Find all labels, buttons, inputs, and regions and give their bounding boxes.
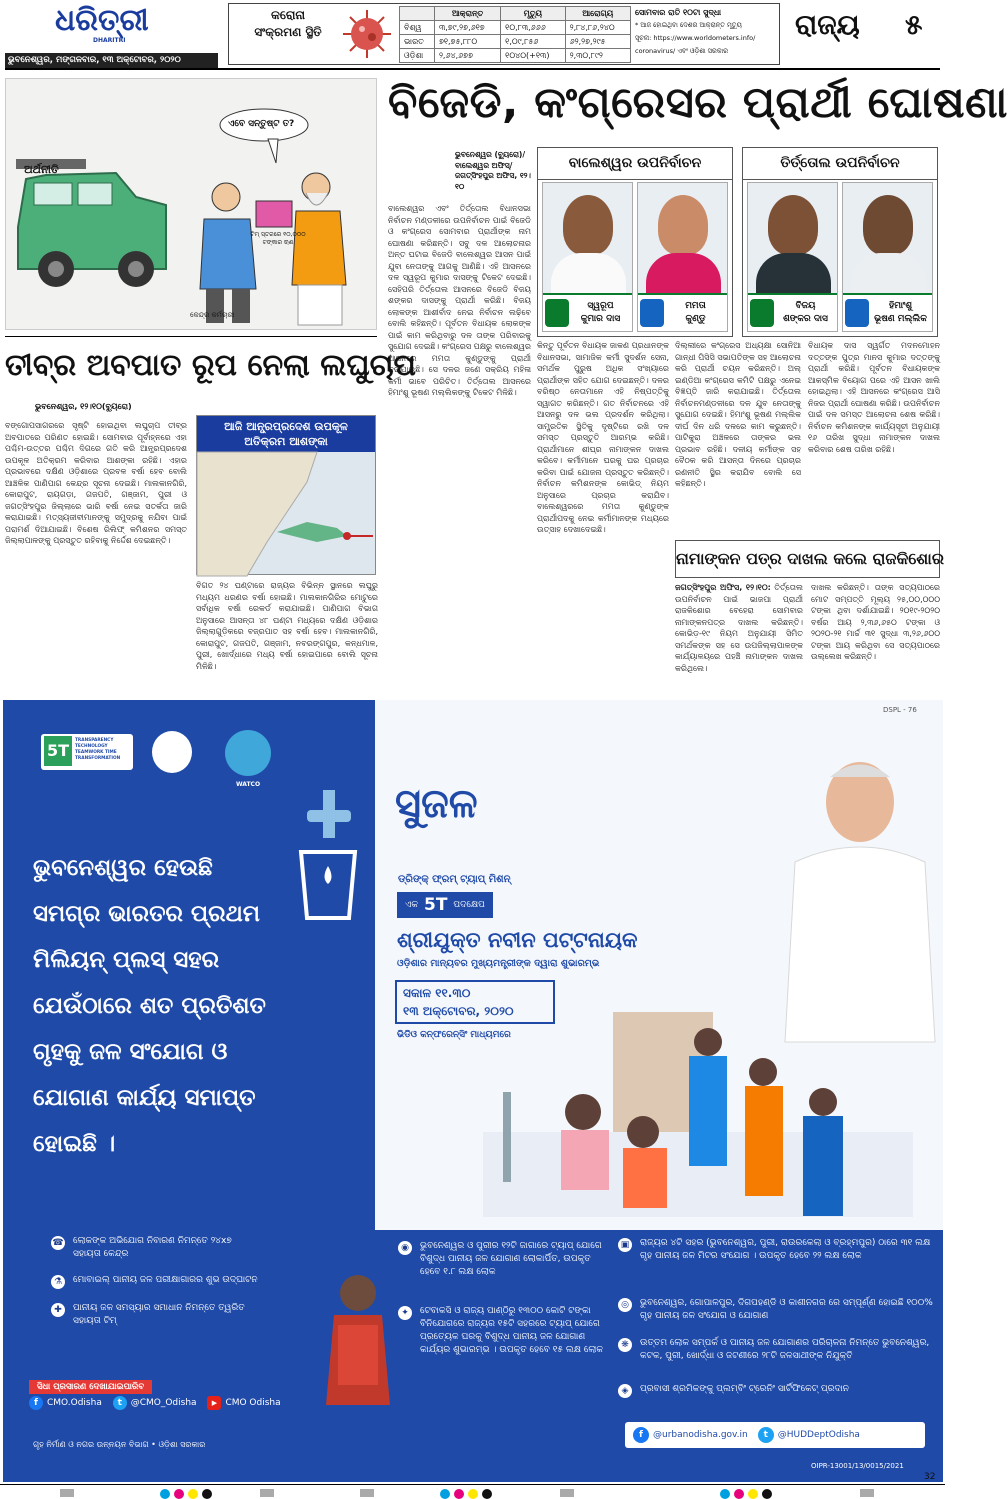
candidate-photo xyxy=(563,195,613,255)
candidate-name: ମମତା xyxy=(685,301,706,311)
footer-page-number: 32 xyxy=(924,1472,936,1482)
candidate-attire xyxy=(851,253,926,293)
candidate-attire xyxy=(551,253,626,293)
covid-header-cell: ଆକ୍ରାନ୍ତ xyxy=(434,7,500,21)
candidate-photo xyxy=(863,195,913,255)
social-link-youtube[interactable] xyxy=(207,1396,280,1410)
social-handle: @HUDDeptOdisha xyxy=(777,1430,860,1440)
main-story-col3: ଦିଲ୍ଲୀରେ କଂଗ୍ରେସ ଅଧ୍ୟକ୍ଷା ସୋନିଆ ଗାନ୍ଧୀ ପିସିସି ସଭାପତିଙ୍କ ସହ ଆଲୋଚନା କରି ପ୍ରାର୍ଥୀ ଚୟନ କରିଛନ୍ତି। ଅଲ୍ ଇଣ୍ଡିଆ କଂଗ୍ରେସ କମିଟି ପକ୍ଷରୁ ଏନେଇ ବିଜ୍ଞପ୍ତି ଜାରି କରାଯାଇଛି। ତିର୍ତ୍ତୋଲ ନିର୍ବାଚନମଣ୍ଡଳୀରେ ଦଳ ଯୁବ ନେତାଙ୍କୁ ସୁଯୋଗ ଦେଇଛି। ହିମାଂଶୁ ଭୂଷଣ ମଲ୍ଲିକ ଦୀର୍ଘ ଦିନ ଧରି ଦଳରେ କାମ କରୁଛନ୍ତି। ପାଟିକୁରା ଅଞ୍ଚଳରେ ତାଙ୍କର ଭଲ ପ୍ରଭାବ ରହିଛି। ଦଳୀୟ କର୍ମୀଙ୍କ ସହ ବୈଠକ କରି ଆସନ୍ତା ଦିନରେ ପ୍ରଚାର ରଣନୀତି ସ୍ଥିର କରାଯିବ ବୋଲି ସେ କହିଛନ୍ତି। xyxy=(675,341,801,488)
side-story-col1 xyxy=(675,582,803,682)
covid-title xyxy=(233,7,343,41)
weather-map-title xyxy=(197,416,375,452)
youtube-icon: ▶ xyxy=(207,1396,221,1410)
weather-map-title-line2: ଅତିକ୍ରମ ଆଶଙ୍କା xyxy=(244,435,328,448)
logo-5t-mark: 5T xyxy=(44,736,72,766)
weather-headline: ତୀବ୍ର ଅବପାତ ରୂପ ନେଲା ଲଘୁଚାପ xyxy=(5,348,416,383)
registration-mark xyxy=(734,1489,744,1499)
covid-cell: ୭୧,୭୫,୮୮୦ xyxy=(434,35,500,49)
covid-cell: ୩,୭୯,୨୭,୬୧୭ xyxy=(434,21,500,35)
bypoll-title: ବାଲେଶ୍ୱର ଉପନିର୍ବାଚନ xyxy=(538,148,732,180)
covid-note-line: ସୂଚନା: https://www.worldometers.info/ xyxy=(635,34,756,42)
registration-mark xyxy=(202,1489,212,1499)
ad-right-point xyxy=(618,1237,933,1263)
ad-big-line: ଗୃହକୁ ଜଳ ସଂଯୋଗ ଓ xyxy=(33,1039,228,1065)
facebook-icon: f xyxy=(29,1396,43,1410)
covid-cell: ଭାରତ xyxy=(400,35,435,49)
candidate-name: ହିମାଂଶୁ xyxy=(888,301,913,311)
ad-point-text: ପ୍ରବାସୀ ଶ୍ରମିକଙ୍କୁ ପ୍ଲମ୍ବିଂ ଟ୍ରେନିଂ ସାର୍ଟିଫିକେଟ୍ ପ୍ରଦାନ xyxy=(640,1384,849,1394)
photo-collage-drawing xyxy=(483,1012,913,1217)
ad-left-point xyxy=(51,1274,261,1287)
registration-mark xyxy=(468,1489,478,1499)
ad-left-point xyxy=(51,1302,261,1328)
sujal-advertisement xyxy=(3,700,943,1482)
watco-logo xyxy=(225,730,271,788)
weather-map xyxy=(196,415,376,575)
covid-table xyxy=(399,6,631,63)
social-handle: CMO.Odisha xyxy=(47,1398,102,1408)
covid-cell: ୨,୮୪,୮୬,୨୪୦ xyxy=(565,21,630,35)
initiative-post: ପଦକ୍ଷେପ xyxy=(453,900,485,910)
ad-department: ଗୃହ ନିର୍ମାଣ ଓ ନଗର ଉନ୍ନୟନ ବିଭାଗ • ଓଡ଼ିଶା ସରକାର xyxy=(33,1440,206,1449)
weather-byline: ଭୁବନେଶ୍ୱର, ୧୨।୧୦(ବ୍ୟୁରୋ) xyxy=(35,402,132,411)
registration-mark xyxy=(174,1489,184,1499)
leader-sub: ଓଡ଼ିଶାର ମାନ୍ୟବର ମୁଖ୍ୟମନ୍ତ୍ରୀଙ୍କ ଦ୍ୱାରା ଶୁଭାରମ୍ଭ xyxy=(397,958,600,969)
side-story-col2: ଦାଖଲ କରିଛନ୍ତି। ତାଙ୍କ ସତ୍ୟପାଠରେ ମୋଟ ସମ୍ପତ୍ତି ମୂଲ୍ୟ ୨୫,୦୦,୦୦୦ ଟଙ୍କା ଥିବା ଦର୍ଶାଯାଇଛି। ୨୦୧୯-୨୦୨୦ ବର୍ଷର ଆୟ ୨,୩୬,୬୫୦ ଟଙ୍କା ଓ ୨୦୨୦-୨୧ ମାର୍ଚ୍ଚ ୩୧ ସୁଦ୍ଧା ୩,୨୬,୬୦୦ ଟଙ୍କା ଆୟ କରିଥିବା ସେ ସତ୍ୟପାଠରେ ଉଲ୍ଲେଖ କରିଛନ୍ତି। xyxy=(811,583,940,661)
covid-note-line: coronavirus/ ଏବଂ ଓଡ଼ିଶା ସରକାର xyxy=(635,47,729,55)
side-story-headline: ନାମାଙ୍କନ ପତ୍ର ଦାଖଲ କଲେ ରାଜକିଶୋର xyxy=(676,549,944,568)
helpline-icon: ☎ xyxy=(52,1238,64,1248)
ad-big-line: ଭୁବନେଶ୍ୱର ହେଉଛି xyxy=(33,855,213,881)
bypoll-title: ତିର୍ତ୍ତୋଲ ଉପନିର୍ବାଚନ xyxy=(743,148,937,180)
candidate-name: କୁମାର ଦାସ xyxy=(580,314,621,324)
candidate-photo xyxy=(768,195,818,255)
main-byline: ଭୁବନେଶ୍ୱର (ବ୍ୟୁରୋ)/ ବାଲେଶ୍ୱର ଅଫିସ୍/ ଜଗତ୍‌ସିଂହପୁର ଅଫିସ, ୧୨।୧୦ xyxy=(455,150,531,191)
support-team-icon: ✚ xyxy=(51,1303,65,1317)
party-symbol-icon xyxy=(640,299,664,327)
chief-minister-photo xyxy=(785,742,935,1042)
candidate-name: ଭୂଷଣ ମଲ୍ଲିକ xyxy=(874,314,927,324)
covid-title-line2: ସଂକ୍ରମଣ ସ୍ଥିତି xyxy=(254,25,322,39)
weather-map-title-line1: ଆଜି ଆନ୍ଧ୍ରପ୍ରଦେଶ ଉପକୂଳ xyxy=(224,420,348,433)
live-label: ସିଧା ପ୍ରସାରଣ ଦେଖାଯାଇପାରିବ xyxy=(29,1380,152,1394)
investment-icon: ✦ xyxy=(398,1306,412,1320)
connection-icon: ◎ xyxy=(618,1298,632,1312)
twitter-icon: t xyxy=(113,1396,127,1410)
registration-mark xyxy=(188,1489,198,1499)
logo-text: ଧରିତ୍ରୀ xyxy=(55,3,149,38)
candidate-label xyxy=(543,293,632,331)
registration-mark xyxy=(720,1489,730,1499)
masthead-rule xyxy=(5,68,940,70)
ad-big-line: ହୋଇଛି । xyxy=(33,1131,116,1157)
ad-mid-point xyxy=(398,1305,613,1357)
side-story-byline: ଜଗତ୍‌ସିଂହପୁର ଅଫିସ, ୧୨।୧୦: xyxy=(675,583,771,592)
logo-5t xyxy=(41,734,133,770)
cartoon xyxy=(5,78,377,330)
covid-header-cell: ଆରୋଗ୍ୟ xyxy=(565,7,630,21)
main-story-col1: ବାଲେଶ୍ୱର ଏବଂ ତିର୍ତ୍ତୋଲ ବିଧାନସଭା ନିର୍ବାଚନ ମଣ୍ଡଳୀରେ ଉପନିର୍ବାଚନ ପାଇଁ ବିଜେଡି ଓ କଂଗ୍ରେସ ସୋମବାର ପ୍ରାର୍ଥୀଙ୍କ ନାମ ଘୋଷଣା କରିଛନ୍ତି। ସବୁ ଦଳ ଆଲୋଚନାର ଅନ୍ତ ଘଟାଇ ବିଜେଡି ବାଲେଶ୍ୱର ଆସନ ପାଇଁ ଯୁବା ନେତାଙ୍କୁ ଆଗକୁ ଆଣିଛି। ଏହି ଆସନରେ ଦଳ ସ୍ୱରୂପ କୁମାର ଦାସଙ୍କୁ ଟିକେଟ ଦେଇଛି। ସେହିପରି ତିର୍ତ୍ତୋଲ ଆସନରେ ବିଜେଡି ବିଜୟ ଶଙ୍କର ଦାସଙ୍କୁ ପ୍ରାର୍ଥୀ କରିଛି। ବିଜୟ ଲୋକଙ୍କ ଆଶୀର୍ବାଦ ନେଇ ନିର୍ବାଚନ ଲଢ଼ିବେ ବୋଲି କହିଛନ୍ତି। ପୂର୍ବତନ ବିଧାୟକ ଲୋକଙ୍କ ପାଇଁ କାମ କରିଥିବାରୁ ଦଳ ତାଙ୍କ ପରିବାରକୁ ସୁଯୋଗ ଦେଇଛି। କଂଗ୍ରେସ ପକ୍ଷରୁ ବାଲେଶ୍ୱର ଆସନରେ ମମତା କୁଣ୍ଡୁଙ୍କୁ ପ୍ରାର୍ଥୀ କରାଯାଇଛି। ସେ ଦଳର ଜଣେ ସକ୍ରିୟ ମହିଳା କର୍ମୀ ଭାବେ ପରିଚିତ। ତିର୍ତ୍ତୋଲ ଆସନରେ ହିମାଂଶୁ ଭୂଷଣ ମଲ୍ଲିକଙ୍କୁ ଟିକେଟ ମିଳିଛି। xyxy=(388,204,531,397)
registration-mark xyxy=(60,1489,74,1497)
logo-subtext: DHARITRI xyxy=(93,37,126,44)
initiative-5t: 5T xyxy=(423,895,448,915)
side-story-body xyxy=(675,582,940,685)
ad-left-point xyxy=(51,1235,261,1261)
registration-mark xyxy=(560,1489,574,1497)
covid-cell: ୨,୬୪,୬୭୭ xyxy=(434,49,500,63)
page-number: ୫ xyxy=(905,8,923,41)
facebook-icon: f xyxy=(633,1427,649,1443)
twitter-icon: t xyxy=(758,1427,774,1443)
party-symbol-icon xyxy=(750,299,774,327)
ad-code: DSPL - 76 xyxy=(883,706,917,714)
covid-cell: ଓଡ଼ିଶା xyxy=(400,49,435,63)
registration-mark xyxy=(748,1489,758,1499)
dateline: ଭୁବନେଶ୍ୱର, ମଙ୍ଗଳବାର, ୧୩ ଅକ୍ଟୋବର, ୨୦୨୦ xyxy=(8,55,181,65)
registration-mark xyxy=(762,1489,772,1499)
candidate-name: କୁଣ୍ଡୁ xyxy=(685,314,706,324)
newspaper-logo xyxy=(55,4,175,42)
sujal-brand: ସୁଜଳ xyxy=(395,781,478,827)
covid-box xyxy=(228,3,780,65)
footer-rule xyxy=(0,1484,945,1485)
covid-header-cell: ମୃତ୍ୟୁ xyxy=(501,7,565,21)
candidate-photo xyxy=(658,195,708,255)
jalasathi-icon: ❋ xyxy=(618,1338,632,1352)
virus-icon xyxy=(339,6,395,62)
ad-big-line: ମିଲିୟନ୍ ପ୍ଲସ୍ ସହର xyxy=(33,947,220,973)
covid-cell: ୧୦,୮୩,୬୬୬ xyxy=(501,21,565,35)
covid-table-row xyxy=(400,35,631,49)
social-left xyxy=(29,1396,309,1416)
candidate-card xyxy=(842,182,933,332)
main-story-col2: କିନ୍ତୁ ପୂର୍ବତନ ବିଧାୟକ ଜାକଣ ପ୍ରଧାନଙ୍କ ବିଧାନସଭା, ସାମାଜିକ କର୍ମୀ ସୁଦର୍ଶନ ସେନା, ସମର୍ଥକ ପୁରୁଷ ଅଧିକ ସଂଖ୍ୟାରେ ପ୍ରାର୍ଥୀଙ୍କ ସହିତ ଯୋଗ ଦେଇଛନ୍ତି। ଦଳର ବରିଷ୍ଠ ନେତାମାନେ ଏହି ନିଷ୍ପତ୍ତିକୁ ସ୍ୱାଗତ କରିଛନ୍ତି। ଗତ ନିର୍ବାଚନରେ ଏହି ଆସନରୁ ଦଳ ଭଲ ପ୍ରଦର୍ଶନ କରିଥିଲା। ସାମ୍ପ୍ରତିକ ସ୍ଥିତିକୁ ଦୃଷ୍ଟିରେ ରଖି ଦଳ ସମସ୍ତ ପ୍ରସ୍ତୁତି ଆରମ୍ଭ କରିଛି। ପ୍ରାର୍ଥୀମାନେ ଶୀଘ୍ର ନାମାଙ୍କନ ଦାଖଲ କରିବେ। କର୍ମୀମାନେ ଘରକୁ ଘର ପ୍ରଚାର କରିବା ପାଇଁ ଯୋଜନା ପ୍ରସ୍ତୁତ କରିଛନ୍ତି। ନିର୍ବାଚନ କମିଶନଙ୍କ କୋଭିଡ୍ ନିୟମ ଅନୁସାରେ ପ୍ରଚାର କରାଯିବ। ବାଲେଶ୍ୱରରେ ମମତା କୁଣ୍ଡୁଙ୍କ ପ୍ରାର୍ଥୀପଦକୁ ନେଇ କର୍ମୀମାନଙ୍କ ମଧ୍ୟରେ ଉତ୍ସାହ ଦେଖାଦେଇଛି। xyxy=(537,341,669,534)
event-mode: ଭିଡିଓ କନ୍‌ଫରେନ୍ସିଂ ମାଧ୍ୟମରେ xyxy=(397,1030,511,1040)
ad-mid-point xyxy=(398,1240,613,1279)
ad-big-line: ଯୋଗାଣ କାର୍ଯ୍ୟ ସମାପ୍ତ xyxy=(33,1085,256,1111)
party-symbol-icon xyxy=(845,299,869,327)
candidate-label xyxy=(748,293,837,331)
logo-5t-text: TRANSPARENCY TECHNOLOGY TEAMWORK TIME TRANSFORMATION xyxy=(75,738,121,761)
event-time: ସକାଳ ୧୧.୩୦ xyxy=(403,986,471,1000)
social-handle: CMO Odisha xyxy=(225,1398,281,1408)
covid-cell: ୧,୦୯,୮୫୬ xyxy=(501,35,565,49)
registration-mark xyxy=(160,1489,170,1499)
covid-table-row xyxy=(400,49,631,63)
candidate-attire xyxy=(646,253,721,293)
covid-cell: ୨,୩୦,୮୯୨ xyxy=(565,49,630,63)
ad-point-text: ରାଜ୍ୟର ୪ଟି ସହର (ଭୁବନେଶ୍ୱର, ପୁରୀ, ରାଉରକେଲା ଓ ବ୍ରହ୍ମପୁର) ଠାରେ ୩୧ ଲକ୍ଷ ଗୃହ ପାନୀୟ ଜଳ ମିଟର ସଂଯୋଗ । ଉପକୃତ ହେବେ ୨୨ ଲକ୍ଷ ଲୋକ xyxy=(640,1238,931,1261)
candidate-name: ବିଜୟ xyxy=(795,301,816,311)
cartoon-gift-label: ଟିମ୍ ସ୍ତରରେ ୧୦,୦୦୦ ଟଙ୍କାର ଋଣ xyxy=(250,231,306,246)
ad-point-text: ପାନୀୟ ଜଳ ସମସ୍ୟାର ସମାଧାନ ନିମନ୍ତେ ତ୍ୱରିତ ସହାୟତା ଟିମ୍ xyxy=(73,1303,245,1326)
women-water-photo xyxy=(483,1012,913,1217)
weather-story-col1: ବଙ୍ଗୋପସାଗରରେ ସୃଷ୍ଟି ହୋଇଥିବା ଲଘୁଚାପ ତୀବ୍ର ଅବପାତରେ ପରିଣତ ହୋଇଛି। ସୋମବାର ପୂର୍ବାହ୍ନରେ ଏହା ପଶ୍ଚିମ-ଉତ୍ତର ପଶ୍ଚିମ ଦିଗରେ ଗତି କରି ଆନ୍ଧ୍ରପ୍ରଦେଶ ଉପକୂଳ ଅତିକ୍ରମ କରିବାର ଆଶଙ୍କା ରହିଛି। ଏହାର ପ୍ରଭାବରେ ଦକ୍ଷିଣ ଓଡ଼ିଶାରେ ପ୍ରବଳ ବର୍ଷା ହେବ ବୋଲି ଆଞ୍ଚଳିକ ପାଣିପାଗ କେନ୍ଦ୍ର ସୂଚନା ଦେଇଛି। ମାଲକାନଗିରି, କୋରାପୁଟ, ରାୟଗଡ଼ା, ଗଜପତି, ଗଞ୍ଜାମ, ପୁରୀ ଓ ଜଗତ୍‌ସିଂହପୁର ଜିଲ୍ଲାରେ ଭାରି ବର୍ଷା ନେଇ ସତର୍କତା ଜାରି କରାଯାଇଛି। ମତ୍ସ୍ୟଜୀବୀମାନଙ୍କୁ ସମୁଦ୍ରକୁ ନଯିବା ପାଇଁ ପରାମର୍ଶ ଦିଆଯାଇଛି। ବିଶେଷ ରିଲିଫ୍ କମିଶନର ସମସ୍ତ ଜିଲ୍ଲାପାଳଙ୍କୁ ପ୍ରସ୍ତୁତ ରହିବାକୁ ନିର୍ଦ୍ଦେଶ ଦେଇଛନ୍ତି। xyxy=(5,421,187,545)
ad-right-point xyxy=(618,1297,933,1323)
ad-big-line: ସମଗ୍ର ଭାରତର ପ୍ରଥମ xyxy=(33,901,260,927)
lab-icon: ⚗ xyxy=(51,1275,65,1289)
initiative-pre: ଏକ xyxy=(405,900,418,910)
candidate-label xyxy=(843,293,932,331)
masthead xyxy=(0,0,945,70)
candidate-card xyxy=(542,182,633,332)
cartoon-figure-label: କେନ୍ଦ୍ର କର୍ମଚାରୀ xyxy=(190,311,235,319)
sujal-brand-sub: ଡ୍ରିଙ୍କ୍ ଫ୍ରମ୍ ଟ୍ୟାପ୍ ମିଶନ୍ xyxy=(398,874,511,885)
candidate-card xyxy=(747,182,838,332)
ad-big-line: ଯେଉଁଠାରେ ଶତ ପ୍ରତିଶତ xyxy=(33,993,266,1019)
weather-story-col2: ବିଗତ ୨୪ ଘଣ୍ଟାରେ ରାଜ୍ୟର ବିଭିନ୍ନ ସ୍ଥାନରେ ଲଘୁରୁ ମଧ୍ୟମ ଧରଣର ବର୍ଷା ହୋଇଛି। ମାଲକାନଗିରିର ମୋଟୁରେ ସର୍ବାଧିକ ବର୍ଷା ରେକର୍ଡ କରାଯାଇଛି। ପାଣିପାଗ ବିଭାଗ ଅନୁସାରେ ଆସନ୍ତା ୪୮ ଘଣ୍ଟା ମଧ୍ୟରେ ଦକ୍ଷିଣ ଓଡ଼ିଶାର ଜିଲ୍ଲାଗୁଡ଼ିକରେ ବଜ୍ରପାତ ସହ ବର୍ଷା ହେବ। ମାଲକାନଗିରି, କୋରାପୁଟ, ଗଜପତି, ଗଞ୍ଜାମ, ନବରଙ୍ଗପୁର, କନ୍ଧମାଳ, ପୁରୀ, ଖୋର୍ଦ୍ଧାରେ ମଧ୍ୟ ବର୍ଷା ହୋଇପାରେ ବୋଲି ସୂଚନା ମିଳିଛି। xyxy=(196,581,378,671)
social-link-twitter[interactable] xyxy=(113,1396,197,1410)
ad-point-text: ଭୁବନେଶ୍ୱର, ଗୋପାଳପୁର, ଦିଗପହଣ୍ଡି ଓ କାଶୀନଗର ରେ ସମ୍ପୂର୍ଣ୍ଣ ହୋଇଛି ୧୦୦% ଗୃହ ପାନୀୟ ଜଳ ସଂଯୋଗ ଓ ଯୋଗାଣ xyxy=(640,1298,933,1321)
candidate-name: ସ୍ୱରୂପ xyxy=(587,301,614,311)
oipr-code: OIPR-13001/13/0015/2021 xyxy=(811,1462,904,1470)
covid-table-row xyxy=(400,21,631,35)
ad-right-point xyxy=(618,1383,933,1396)
ad-point-text: ମୋବାଇଲ୍ ପାନୀୟ ଜଳ ପରୀକ୍ଷାଗାରର ଶୁଭ ଉଦ୍‌ଘାଟନ xyxy=(73,1275,258,1285)
covid-cell: ୬୨,୨୭,୨୯୫ xyxy=(565,35,630,49)
main-headline: ବିଜେଡି, କଂଗ୍ରେସର ପ୍ରାର୍ଥୀ ଘୋଷଣା xyxy=(388,78,1008,128)
covid-title-line1: କରୋନା xyxy=(270,8,306,22)
ad-point-text: ଭୁବନେଶ୍ୱର ଓ ପୁରୀର ୧୨ଟି ଜାଗାରେ ଟ୍ୟାପ୍ ଯୋଗେ ବିଶୁଦ୍ଧ ପାନୀୟ ଜଳ ଯୋଗାଣ ଲୋକାର୍ପିତ, ଉପକୃତ ହେବେ ୧.୮ ଲକ୍ଷ ଲୋକ xyxy=(420,1241,602,1277)
registration-mark xyxy=(482,1489,492,1499)
ad-right-point xyxy=(618,1337,933,1363)
ad-point-text: ଟେବାକସି ଓ ରାଜ୍ୟ ପାଣ୍ଠିରୁ ୧୩୦୦ କୋଟି ଟଙ୍କା ବିନିଯୋଗରେ ରାଜ୍ୟର ୧୫ଟି ସହରରେ ଟ୍ୟାପ୍ ଯୋଗେ ପ୍ରତ୍ୟେକ ଘରକୁ ବିଶୁଦ୍ଧ ପାନୀୟ ଜଳ ଯୋଗାଣ କାର୍ଯ୍ୟର ଶୁଭାରମ୍ଭ । ଉପକୃତ ହେବେ ୧୫ ଲକ୍ଷ ଲୋକ xyxy=(420,1306,604,1355)
registration-mark xyxy=(440,1489,450,1499)
cartoon-speech: ଏବେ ସନ୍ତୁଷ୍ଟ ତ? xyxy=(228,119,295,129)
social-link-facebook[interactable] xyxy=(29,1396,102,1410)
map-drawing xyxy=(197,452,375,576)
cartoon-drawing xyxy=(6,79,378,331)
registration-mark xyxy=(860,1489,874,1497)
covid-header-cell xyxy=(400,7,435,21)
tap-point-icon: ◉ xyxy=(398,1241,412,1255)
watco-logo-text: WATCO xyxy=(235,781,261,788)
leader-name: ଶ୍ରୀଯୁକ୍ତ ନବୀନ ପଟ୍ଟନାୟକ xyxy=(397,928,638,952)
girl-at-tap-photo xyxy=(308,1265,408,1425)
ad-big-text xyxy=(33,845,363,1167)
certificate-icon: ◈ xyxy=(618,1384,632,1398)
social-handle: @urbanodisha.gov.in xyxy=(653,1430,748,1440)
party-symbol-icon xyxy=(545,299,569,327)
candidate-attire xyxy=(756,253,831,293)
covid-table-header xyxy=(400,7,631,21)
social-right xyxy=(625,1422,925,1448)
ad-point-text: ଲୋକଙ୍କ ଅଭିଯୋଗ ନିବାରଣ ନିମନ୍ତେ ୨୪x୭ ସହାୟତା କେନ୍ଦ୍ର xyxy=(73,1236,232,1259)
social-handle: @CMO_Odisha xyxy=(130,1398,197,1408)
covid-note-line: * ଆଜ ହୋଇଥିବା ଦେଶର ଆକ୍ରାନ୍ତ ମୃତ୍ୟୁ xyxy=(635,21,742,29)
registration-mark xyxy=(360,1489,374,1497)
registration-mark xyxy=(454,1489,464,1499)
side-story-headline-box xyxy=(675,540,944,578)
side-story-text: ତିର୍ତ୍ତୋଲ ଉପନିର୍ବାଚନ ପାଇଁ ଭାଜପା ପ୍ରାର୍ଥୀ ରାଜକିଶୋର ବେହେରା ସୋମବାର ନାମାଙ୍କନପତ୍ର ଦାଖଲ କରିଛନ୍ତି। କୋଭିଡ଼-୧୯ ନିୟମ ଅନୁଯାୟୀ ସିମିତ ସମର୍ଥକଙ୍କ ସହ ସେ ଉପଜିଲ୍ଲାପାଳଙ୍କ କାର୍ଯ୍ୟାଳୟରେ ପହଞ୍ଚି ନାମାଙ୍କନ ଦାଖଲ କରିଥିଲେ। xyxy=(675,583,803,673)
social-link-facebook[interactable] xyxy=(633,1427,748,1443)
odisha-emblem-icon xyxy=(149,728,195,776)
registration-mark xyxy=(260,1489,274,1497)
covid-note xyxy=(635,6,777,58)
cartoon-car-caption: ଅର୍ଥନୀତି xyxy=(24,163,59,176)
candidate-label xyxy=(638,293,727,331)
covid-note-title: ସୋମବାର ରାତି ୧୦ଟା ସୁଦ୍ଧା xyxy=(635,8,722,17)
social-link-twitter[interactable] xyxy=(758,1427,860,1443)
main-story-col4: ବିଧାୟକ ଦାସ ସ୍ୱର୍ଗତ ମଦନମୋହନ ଦତ୍ତଙ୍କ ପୁତ୍ର ମାନସ କୁମାର ଦତ୍ତଙ୍କୁ ପ୍ରାର୍ଥୀ କରିଛି। ପୂର୍ବତନ ବିଧାୟକଙ୍କ ଆକସ୍ମିକ ବିୟୋଗ ପରେ ଏହି ଆସନ ଖାଲି ହୋଇଥିଲା। ଏହି ଆସନରେ କଂଗ୍ରେସ ଆସି ନିଜର ପ୍ରାର୍ଥୀ ଘୋଷଣା କରିଛି। ଉପନିର୍ବାଚନ ପାଇଁ ଦଳ ସମସ୍ତ ଆଲୋଚନା ଶେଷ କରିଛି। ନିର୍ବାଚନ କମିଶନଙ୍କ କାର୍ଯ୍ୟସୂଚୀ ଅନୁଯାୟୀ ୧୬ ତାରିଖ ସୁଦ୍ଧା ନାମାଙ୍କନ ଦାଖଲ କରିବାର ଶେଷ ତାରିଖ ରହିଛି। xyxy=(808,341,940,454)
initiative-badge xyxy=(397,892,493,918)
candidate-name: ଶଙ୍କର ଦାସ xyxy=(783,314,828,324)
section-name: ରାଜ୍ୟ xyxy=(795,8,860,41)
meter-icon: ▣ xyxy=(618,1238,632,1252)
covid-cell: ୧୦୪୦(+୧୩) xyxy=(501,49,565,63)
ad-point-text: ଉତ୍ତମ ଲୋକ ସମ୍ପର୍କ ଓ ପାନୀୟ ଜଳ ଯୋଗାଣର ପରିଚାଳନା ନିମନ୍ତେ ଭୁବନେଶ୍ୱର, କଟକ, ପୁରୀ, ଖୋର୍ଦ୍ଧା ଓ ଜଟଣୀରେ ୨୮ଟି ଜଳସାଥୀଙ୍କ ନିଯୁକ୍ତି xyxy=(640,1338,930,1361)
event-date: ୧୩ ଅକ୍ଟୋବର, ୨୦୨୦ xyxy=(403,1004,514,1018)
candidate-card xyxy=(637,182,728,332)
covid-cell: ବିଶ୍ୱ xyxy=(400,21,435,35)
